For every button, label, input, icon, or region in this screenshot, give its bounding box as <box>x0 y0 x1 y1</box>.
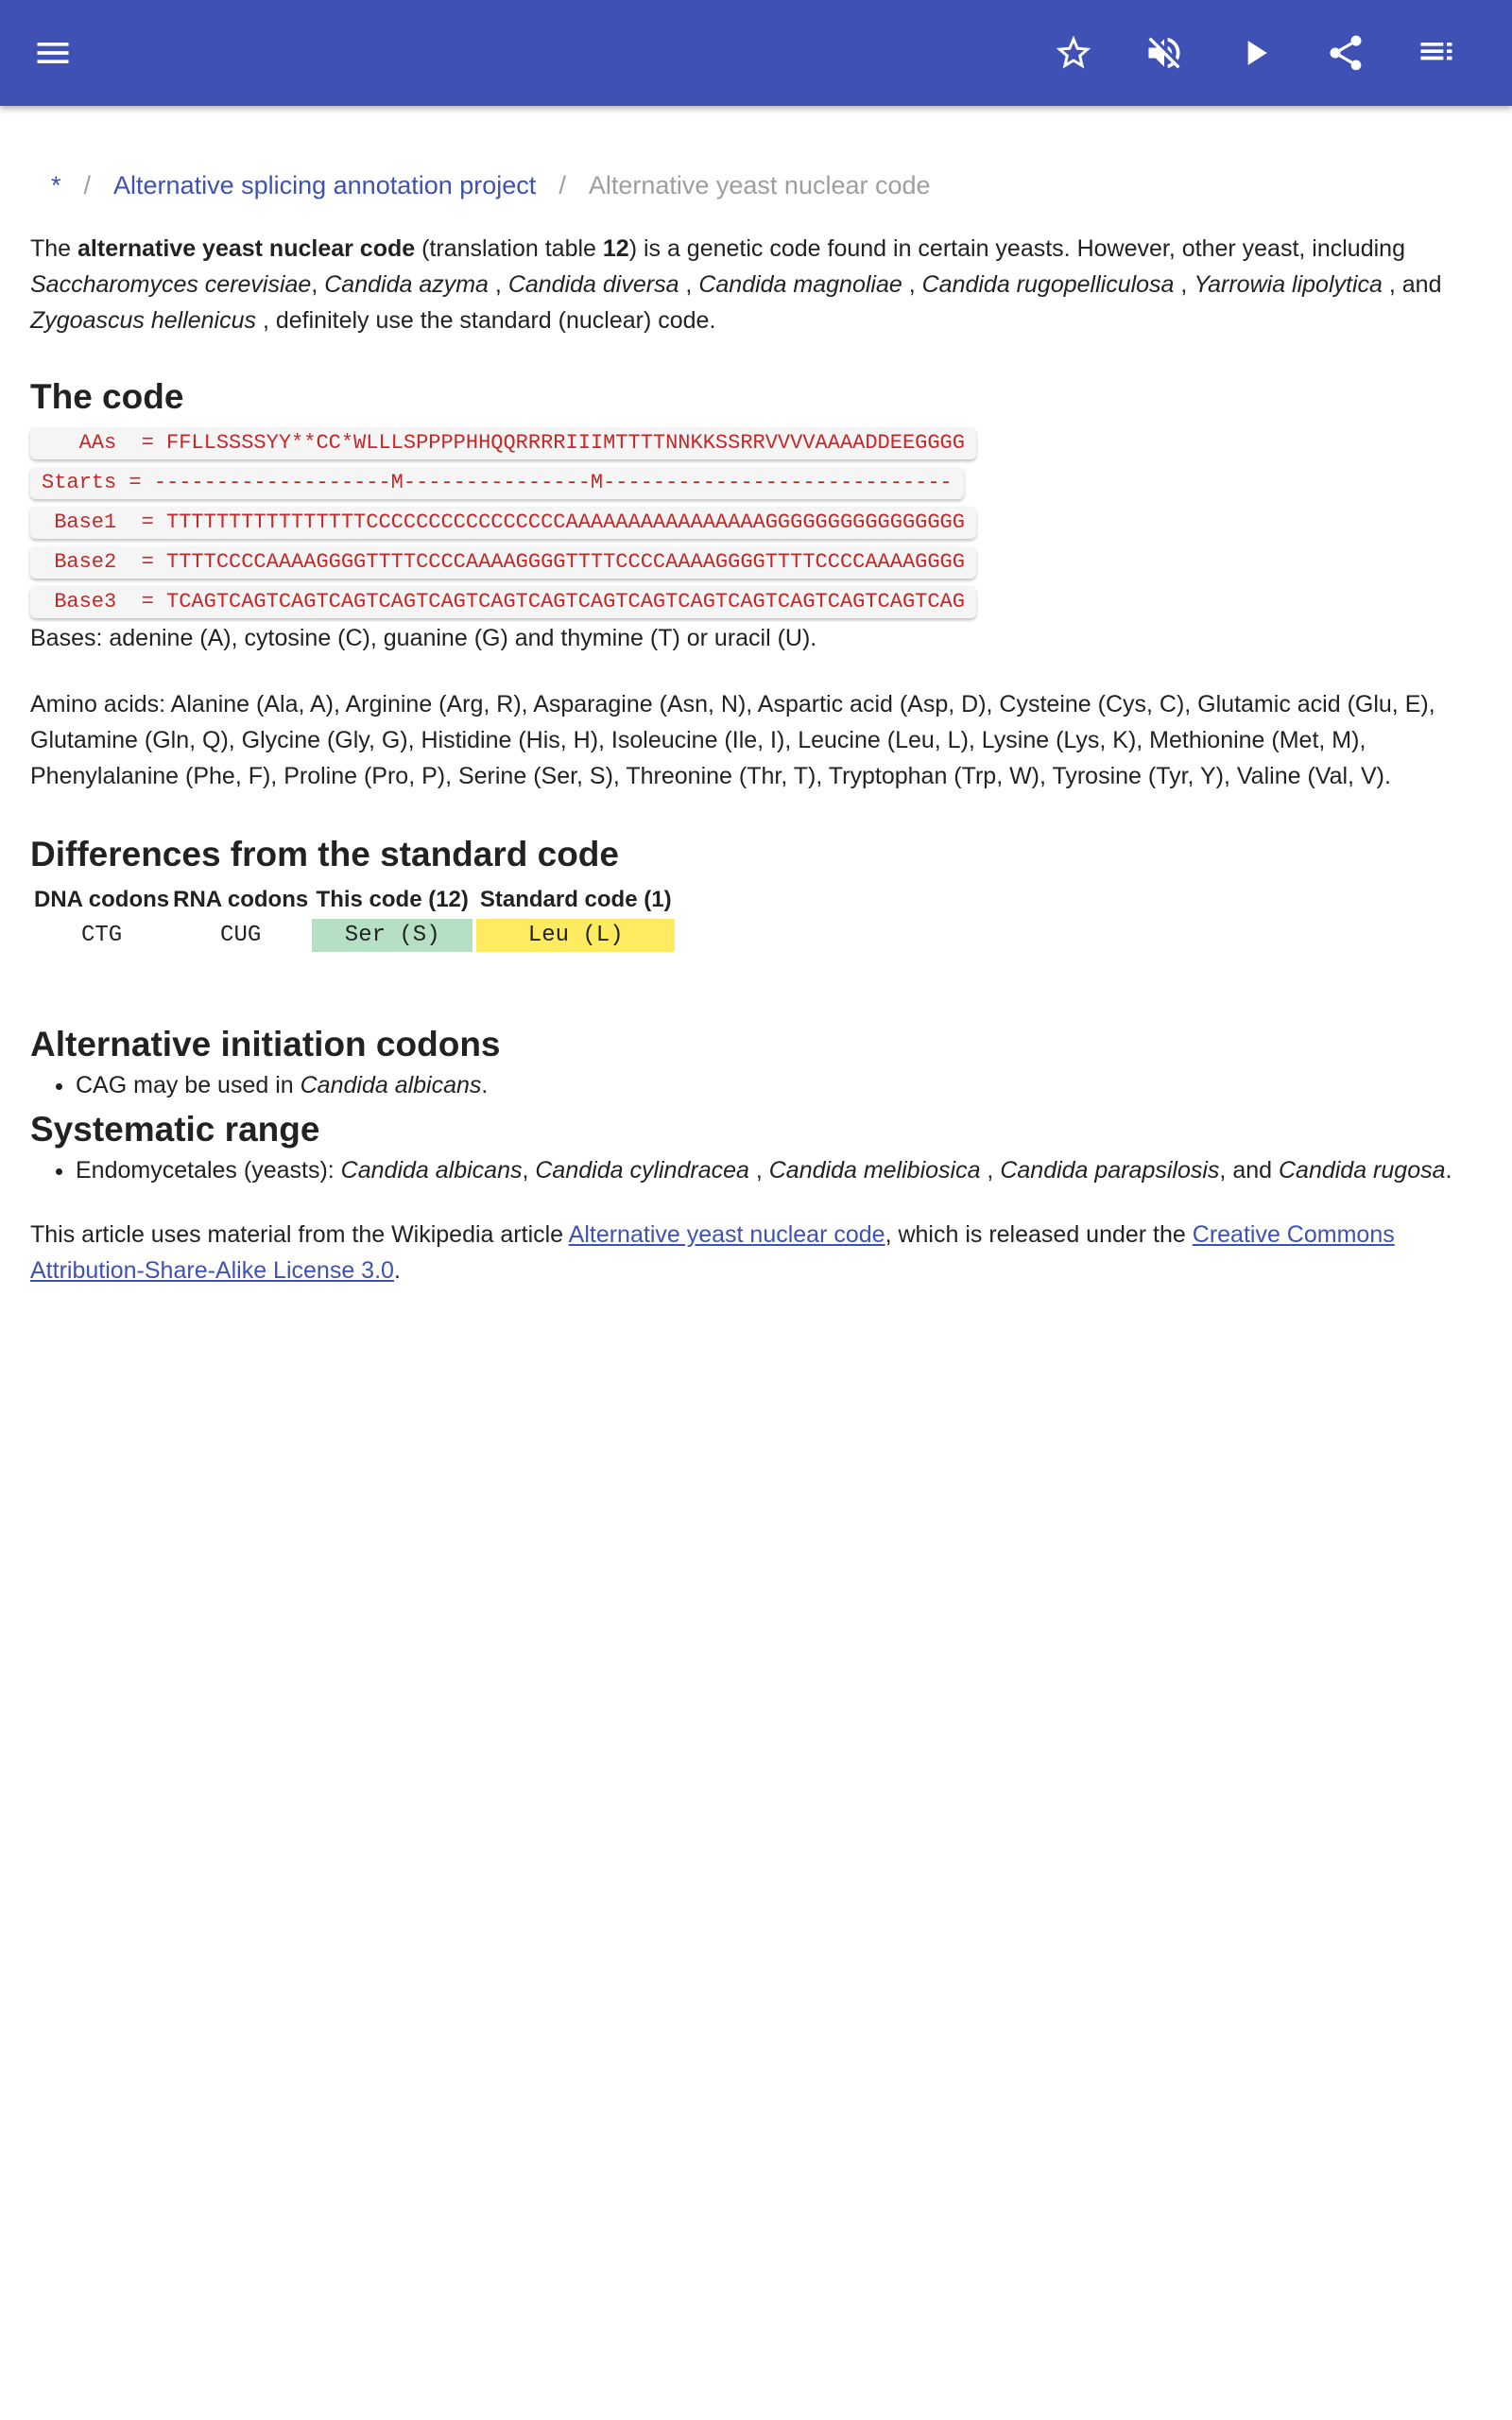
code-line-aas: AAs = FFLLSSSSYY**CC*WLLLSPPPPHHQQRRRRIIIMTTTTNNKKSSRRVVVVAAAADDEEGGGG <box>30 427 976 459</box>
intro-table-number: 12 <box>602 235 629 262</box>
list-text: , <box>748 1157 769 1184</box>
list-item <box>76 1067 1482 1103</box>
license-footer <box>30 1217 1482 1288</box>
species-name: Candida cylindracea <box>535 1157 749 1184</box>
article <box>30 106 1482 1288</box>
amino-acids-text: Amino acids: Alanine (Ala, A), Arginine (Arg, R), Asparagine (Asn, N), Aspartic acid (Asp, D), Cysteine (Cys, C), Glutamic acid (Glu, E), Glutamine (Gln, Q), Glycine (Gly, G), Histidine (His, H), Isoleucine (Ile, I), Leucine (Leu, L), Lysine (Lys, K), Methionine (Met, M), Phenylalanine (Phe, F), Proline (Pro, P), Serine (Ser, S), Threonine (Thr, T), Tryptophan (Trp, W), Tyrosine (Tyr, Y), Valine (Val, V). <box>30 691 1435 789</box>
cell-this-code: Ser (S) <box>312 919 472 952</box>
list-text: , and <box>1219 1157 1279 1184</box>
intro-text: The <box>30 235 78 262</box>
breadcrumb-separator: / <box>83 171 92 199</box>
intro-text: ) is a genetic code found in certain yeasts. However, other yeast, including <box>628 235 1405 262</box>
heading-alternative-initiation: Alternative initiation codons <box>30 1025 501 1063</box>
code-line-starts: Starts = -------------------M---------------M---------------------------- <box>30 467 964 499</box>
footer-text: This article uses material from the Wikipedia article <box>30 1221 569 1248</box>
species-name: Candida azyma <box>324 271 489 298</box>
cell-rna-codon: CUG <box>220 923 262 948</box>
heading-the-code: The code <box>30 377 184 416</box>
breadcrumb-current: Alternative yeast nuclear code <box>588 171 931 199</box>
code-line-base1: Base1 = TTTTTTTTTTTTTTTTCCCCCCCCCCCCCCCCAAAAAAAAAAAAAAAAGGGGGGGGGGGGGGGG <box>30 507 976 539</box>
species-name: Candida parapsilosis <box>1000 1157 1220 1184</box>
table-row <box>34 919 675 952</box>
list-text: , <box>522 1157 536 1184</box>
intro-text: , <box>488 271 508 298</box>
species-name: Candida rugopelliculosa <box>921 271 1175 298</box>
breadcrumb-home-link[interactable]: * <box>51 171 61 199</box>
code-line-base3: Base3 = TCAGTCAGTCAGTCAGTCAGTCAGTCAGTCAGTCAGTCAGTCAGTCAGTCAGTCAGTCAGTCAG <box>30 586 976 618</box>
breadcrumb-separator: / <box>558 171 566 199</box>
species-name: Saccharomyces cerevisiae <box>30 271 312 298</box>
alt-init-list <box>30 1067 1482 1103</box>
play-icon[interactable] <box>1225 23 1285 83</box>
intro-text: (translation table <box>415 235 603 262</box>
table-header-row <box>34 887 675 913</box>
intro-text: , <box>679 271 699 298</box>
intro-text: , and <box>1382 271 1442 298</box>
footer-text: . <box>393 1257 401 1284</box>
intro-text: , <box>311 271 325 298</box>
playlist-icon[interactable] <box>1406 23 1467 83</box>
list-text: , <box>980 1157 1001 1184</box>
species-name: Candida albicans <box>300 1072 482 1098</box>
column-header-dna: DNA codons <box>34 887 170 912</box>
list-text: Endomycetales (yeasts): <box>76 1157 341 1184</box>
list-text: . <box>481 1072 489 1098</box>
intro-paragraph <box>30 231 1482 338</box>
wikipedia-article-link[interactable]: Alternative yeast nuclear code <box>568 1221 885 1248</box>
list-text: . <box>1445 1157 1452 1184</box>
heading-differences: Differences from the standard code <box>30 835 619 873</box>
species-name: Zygoascus hellenicus <box>30 307 257 334</box>
intro-text: , <box>1174 271 1194 298</box>
column-header-this-code: This code (12) <box>316 887 469 912</box>
column-header-rna: RNA codons <box>173 887 309 912</box>
volume-off-icon[interactable] <box>1134 23 1194 83</box>
license-link[interactable]: Creative Commons Attribution-Share-Alike License 3.0 <box>30 1221 1395 1284</box>
column-header-standard-code: Standard code (1) <box>479 887 672 912</box>
star-icon[interactable] <box>1043 23 1104 83</box>
intro-term: alternative yeast nuclear code <box>77 235 416 262</box>
footer-text: , which is released under the <box>885 1221 1193 1248</box>
species-name: Candida melibiosica <box>768 1157 981 1184</box>
menu-icon[interactable] <box>23 23 83 83</box>
cell-dna-codon: CTG <box>80 923 123 948</box>
differences-table <box>30 881 679 958</box>
heading-systematic-range: Systematic range <box>30 1110 320 1149</box>
species-name: Yarrowia lipolytica <box>1194 271 1383 298</box>
app-bar <box>0 0 1512 106</box>
list-item <box>76 1152 1482 1188</box>
share-icon[interactable] <box>1315 23 1376 83</box>
breadcrumb-parent-link[interactable]: Alternative splicing annotation project <box>113 171 537 199</box>
species-name: Candida albicans <box>340 1157 523 1184</box>
bases-text: Bases: adenine (A), cytosine (C), guanine (G) and thymine (T) or uracil (U). <box>30 625 817 651</box>
list-text: CAG may be used in <box>76 1072 301 1098</box>
code-line-base2: Base2 = TTTTCCCCAAAAGGGGTTTTCCCCAAAAGGGGTTTTCCCCAAAAGGGGTTTTCCCCAAAAGGGG <box>30 546 976 579</box>
systematic-list <box>30 1152 1482 1188</box>
intro-text: , definitely use the standard (nuclear) code. <box>256 307 716 334</box>
species-name: Candida rugosa <box>1278 1157 1446 1184</box>
intro-text: , <box>902 271 922 298</box>
breadcrumb <box>30 168 1482 202</box>
species-name: Candida diversa <box>507 271 679 298</box>
cell-standard-code: Leu (L) <box>476 919 675 952</box>
species-name: Candida magnoliae <box>698 271 902 298</box>
code-block <box>30 427 1482 626</box>
